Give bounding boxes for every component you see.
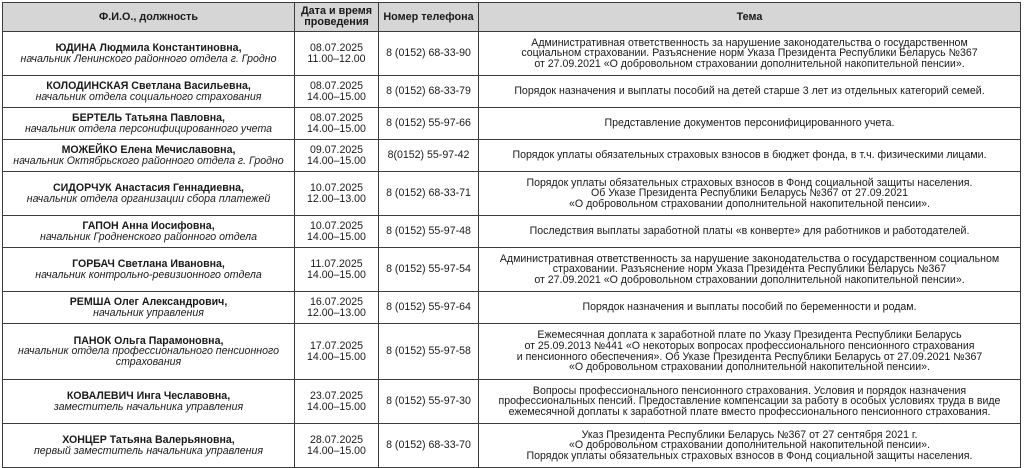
topic-text: Представление документов персонифицированного учета.: [479, 108, 1021, 140]
person-name: ХОНЦЕР Татьяна Валерьяновна,: [62, 433, 235, 446]
date: 11.07.2025: [310, 257, 363, 270]
date: 08.07.2025: [309, 79, 364, 92]
person-name: ПАНОК Ольга Парамоновна,: [73, 334, 224, 347]
date: 28.07.2025: [309, 433, 364, 446]
topic-text: Указ Президента Республики Беларусь №367 от 27 сентября 2021 г. «О добровольном страховании дополнительной накопительной пенсии». Порядок уплаты обязательных страховых взносов в Фонд социальной защиты населения.: [479, 424, 1021, 468]
table-row: [3, 380, 1021, 424]
name-cell: [3, 76, 295, 108]
time: 14.00–15.00: [307, 90, 366, 103]
date: 10.07.2025: [309, 219, 364, 232]
phone-number: 8 (0152) 55-97-48: [379, 216, 479, 248]
topic-text: Административная ответственность за нарушение законодательства о государственном социальном страховании. Разъяснение норм Указа Президента Республики Беларусь №367 от 27.09.2021 «О добровольном страховании дополнительной накопительной пенсии».: [479, 32, 1021, 76]
person-position: начальник отдела социального страхования: [35, 90, 262, 103]
person-name: ЮДИНА Людмила Константиновна,: [55, 41, 242, 54]
date: 16.07.2025: [309, 295, 364, 308]
table-header-row: [3, 3, 1021, 32]
phone-number: 8 (0152) 55-97-54: [379, 248, 479, 292]
person-name: КОЛОДИНСКАЯ Светлана Васильевна,: [46, 79, 251, 92]
name-cell: [3, 424, 295, 468]
date-cell: [295, 248, 379, 292]
person-position: начальник отдела профессионального пенсионного страхования: [17, 345, 279, 368]
topic-text: Порядок назначения и выплаты пособий на детей старше 3 лет из отдельных категорий семей.: [479, 76, 1021, 108]
name-cell: [3, 32, 295, 76]
phone-number: 8 (0152) 68-33-70: [379, 424, 479, 468]
time: 11.00–12.00: [307, 52, 366, 65]
table-row: [3, 32, 1021, 76]
time: 14.00–15.00: [307, 268, 366, 281]
person-position: начальник контрольно-ревизионного отдела: [35, 268, 262, 281]
header-phone: Номер телефона: [379, 3, 479, 32]
name-cell: [3, 140, 295, 172]
date-cell: [295, 216, 379, 248]
date-cell: [295, 424, 379, 468]
date: 08.07.2025: [309, 111, 364, 124]
table-row: [3, 324, 1021, 380]
phone-number: 8 (0152) 68-33-90: [379, 32, 479, 76]
person-name: СИДОРЧУК Анастасия Геннадиевна,: [53, 181, 244, 194]
topic-text: Порядок уплаты обязательных страховых взносов в бюджет фонда, в т.ч. физическими лицами.: [479, 140, 1021, 172]
person-name: ГОРБАЧ Светлана Ивановна,: [72, 257, 225, 270]
topic-text: Последствия выплаты заработной платы «в конверте» для работников и работодателей.: [479, 216, 1021, 248]
topic-text: Порядок назначения и выплаты пособий по беременности и родам.: [479, 292, 1021, 324]
date-cell: [295, 172, 379, 216]
person-name: ГАПОН Анна Иосифовна,: [82, 219, 215, 232]
consultation-schedule-table: [2, 2, 1021, 468]
topic-text: Ежемесячная доплата к заработной плате по Указу Президента Республики Беларусь от 25.09.2013 №441 «О некоторых вопросах профессионального пенсионного страхования и пенсионного обеспечения». Об Указе Президента Республики Беларусь от 27.09.2021 №367 «О добровольном страховании дополнительной накопительной пенсии».: [479, 324, 1021, 380]
name-cell: [3, 324, 295, 380]
time: 14.00–15.00: [307, 400, 366, 413]
table-row: [3, 108, 1021, 140]
person-position: начальник Гродненского районного отдела: [39, 230, 257, 243]
person-position: начальник отдела организации сбора платежей: [26, 192, 271, 205]
table-row: [3, 140, 1021, 172]
header-topic: Тема: [479, 3, 1021, 32]
time: 14.00–15.00: [307, 350, 366, 363]
date: 17.07.2025: [309, 339, 364, 352]
table-row: [3, 76, 1021, 108]
topic-text: Вопросы профессионального пенсионного страхования. Условия и порядок назначения профессиональных пенсий. Предоставление компенсации за работу в особых условиях труда в виде ежемесячной доплаты к заработной плате вместо профессионального пенсионного страхования.: [479, 380, 1021, 424]
header-name-position: Ф.И.О., должность: [3, 3, 295, 32]
topic-text: Порядок уплаты обязательных страховых взносов в Фонд социальной защиты населения. Об Указе Президента Республики Беларусь №367 от 27.09.2021 «О добровольном страховании дополнительной накопительной пенсии».: [479, 172, 1021, 216]
person-name: КОВАЛЕВИЧ Инга Чеславовна,: [66, 389, 231, 402]
table-row: [3, 172, 1021, 216]
person-position: начальник Октябрьского районного отдела г. Гродно: [13, 154, 284, 167]
date-cell: [295, 108, 379, 140]
person-position: начальник управления: [93, 306, 204, 319]
phone-number: 8 (0152) 55-97-64: [379, 292, 479, 324]
phone-number: 8 (0152) 68-33-71: [379, 172, 479, 216]
date: 08.07.2025: [309, 41, 364, 54]
person-position: начальник Ленинского районного отдела г. Гродно: [20, 52, 277, 65]
date-cell: [295, 76, 379, 108]
date-cell: [295, 380, 379, 424]
table-row: [3, 216, 1021, 248]
time: 14.00–15.00: [307, 444, 366, 457]
phone-number: 8 (0152) 68-33-79: [379, 76, 479, 108]
date-cell: [295, 32, 379, 76]
person-position: первый заместитель начальника управления: [33, 444, 264, 457]
date-cell: [295, 140, 379, 172]
date-cell: [295, 292, 379, 324]
person-name: БЕРТЕЛЬ Татьяна Павловна,: [71, 111, 226, 124]
person-position: заместитель начальника управления: [53, 400, 244, 413]
phone-number: 8 (0152) 55-97-66: [379, 108, 479, 140]
phone-number: 8 (0152) 55-97-30: [379, 380, 479, 424]
name-cell: [3, 216, 295, 248]
person-name: РЕМША Олег Александрович,: [69, 295, 228, 308]
date-cell: [295, 324, 379, 380]
name-cell: [3, 380, 295, 424]
person-position: начальник отдела персонифицированного учета: [24, 122, 273, 135]
table-row: [3, 424, 1021, 468]
time: 12.00–13.00: [307, 306, 366, 319]
name-cell: [3, 248, 295, 292]
table-row: [3, 292, 1021, 324]
header-date-time: Дата и время проведения: [295, 3, 379, 32]
time: 14.00–15.00: [307, 122, 366, 135]
topic-text: Административная ответственность за нарушение законодательства о государственном социальном страховании. Разъяснение норм Указа Президента Республики Беларусь №367 от 27.09.2021 «О добровольном страховании дополнительной накопительной пенсии».: [479, 248, 1021, 292]
time: 14.00–15.00: [307, 154, 366, 167]
date: 10.07.2025: [309, 181, 364, 194]
time: 14.00–15.00: [307, 230, 366, 243]
date: 23.07.2025: [309, 389, 364, 402]
name-cell: [3, 108, 295, 140]
time: 12.00–13.00: [307, 192, 366, 205]
name-cell: [3, 292, 295, 324]
phone-number: 8 (0152) 55-97-58: [379, 324, 479, 380]
name-cell: [3, 172, 295, 216]
date: 09.07.2025: [309, 143, 364, 156]
phone-number: 8(0152) 55-97-42: [379, 140, 479, 172]
person-name: МОЖЕЙКО Елена Мечиславовна,: [61, 143, 236, 156]
table-row: [3, 248, 1021, 292]
